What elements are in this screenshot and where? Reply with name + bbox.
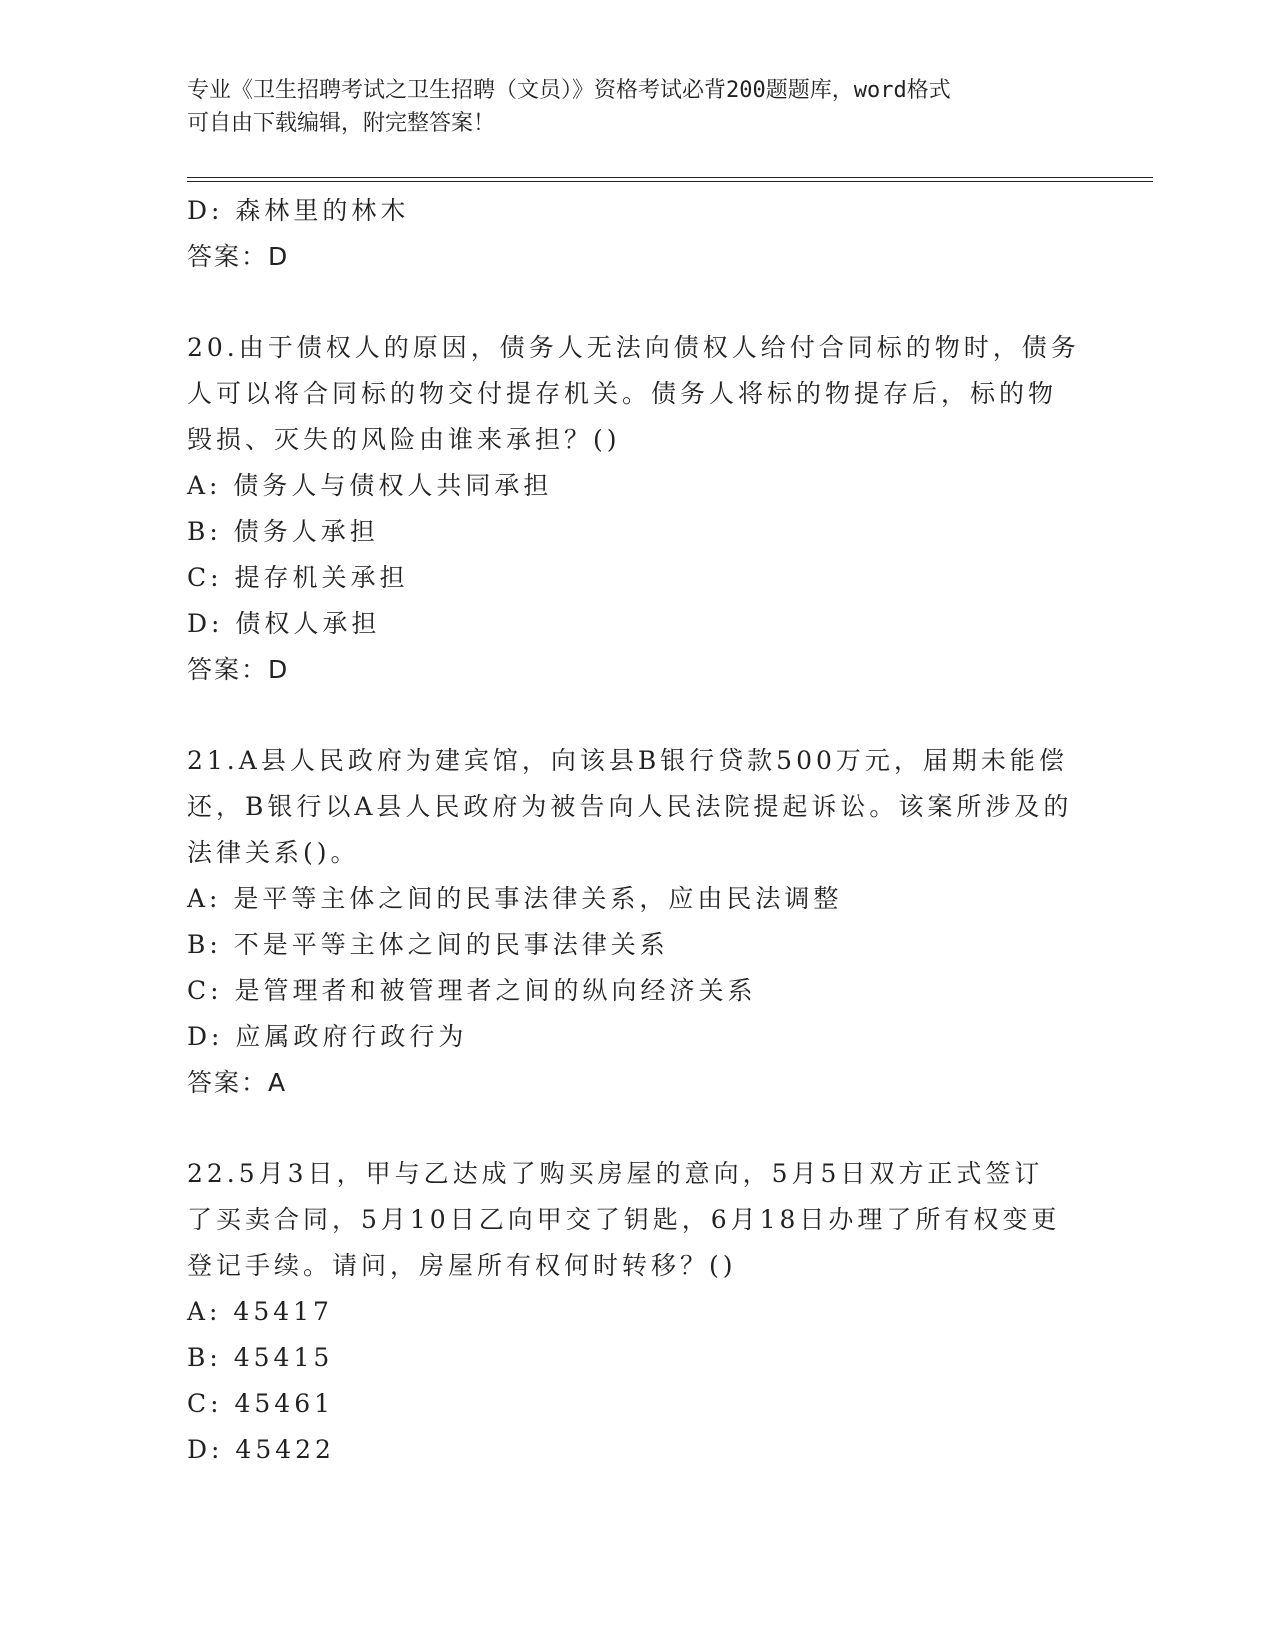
question-stem-line: 还，B银行以A县人民政府为被告向人民法院提起诉讼。该案所涉及的	[187, 792, 1073, 821]
question-stem-line: 法律关系()。	[187, 838, 360, 867]
header-divider-bottom	[187, 181, 1153, 182]
question-list	[187, 188, 1087, 1473]
question-stem-line: 毁损、灭失的风险由谁来承担？()	[187, 425, 621, 454]
header-title-line-2: 可自由下载编辑，附完整答案！	[187, 111, 496, 136]
document-header	[187, 74, 1067, 140]
option-a: A: 债务人与债权人共同承担	[187, 471, 553, 500]
option-c: C: 45461	[187, 1389, 335, 1418]
spacer	[187, 693, 1087, 738]
question-stem-line: 20.由于债权人的原因，债务人无法向债权人给付合同标的物时，债务	[187, 333, 1080, 362]
question-20	[187, 325, 1087, 693]
question-19-tail	[187, 188, 1087, 280]
question-21	[187, 738, 1087, 1106]
option-a: A: 45417	[187, 1297, 333, 1326]
question-stem-line: 登记手续。请问，房屋所有权何时转移？()	[187, 1251, 737, 1280]
answer-line: 答案：D	[187, 242, 290, 271]
option-c: C: 是管理者和被管理者之间的纵向经济关系	[187, 976, 757, 1005]
option-d: D: 森林里的林木	[187, 196, 410, 225]
option-d: D: 45422	[187, 1435, 335, 1464]
option-b: B: 债务人承担	[187, 517, 379, 546]
option-d: D: 应属政府行政行为	[187, 1022, 468, 1051]
option-b: B: 不是平等主体之间的民事法律关系	[187, 930, 669, 959]
question-stem-line: 21.A县人民政府为建宾馆，向该县B银行贷款500万元，届期未能偿	[187, 746, 1068, 775]
question-22	[187, 1151, 1087, 1473]
question-stem-line: 了买卖合同，5月10日乙向甲交了钥匙，6月18日办理了所有权变更	[187, 1205, 1061, 1234]
header-title-line-1: 专业《卫生招聘考试之卫生招聘（文员）》资格考试必背200题题库，word格式	[187, 78, 951, 103]
option-b: B: 45415	[187, 1343, 334, 1372]
spacer	[187, 280, 1087, 325]
question-stem-line: 22.5月3日，甲与乙达成了购买房屋的意向，5月5日双方正式签订	[187, 1159, 1044, 1188]
answer-line: 答案：D	[187, 655, 290, 684]
answer-line: 答案：A	[187, 1068, 288, 1097]
option-a: A: 是平等主体之间的民事法律关系，应由民法调整	[187, 884, 843, 913]
option-d: D: 债权人承担	[187, 609, 381, 638]
question-stem-line: 人可以将合同标的物交付提存机关。债务人将标的物提存后，标的物	[187, 379, 1058, 408]
option-c: C: 提存机关承担	[187, 563, 409, 592]
spacer	[187, 1106, 1087, 1151]
header-divider-top	[187, 177, 1153, 178]
